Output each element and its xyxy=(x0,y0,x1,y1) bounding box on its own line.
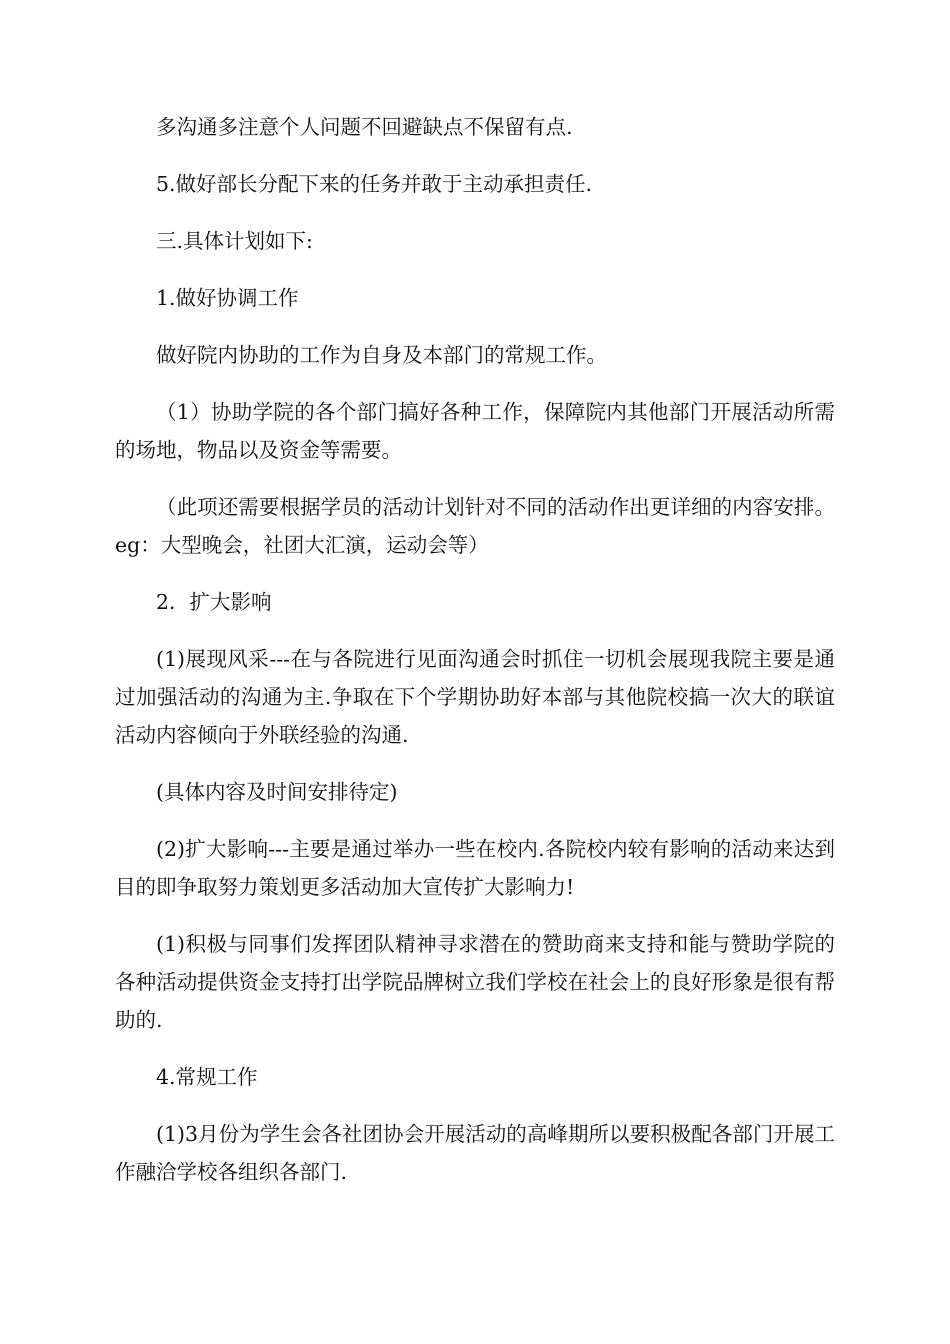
paragraph-14: (1)3月份为学生会各社团协会开展活动的高峰期所以要积极配各部门开展工作融洽学校各组织各部门. xyxy=(115,1122,835,1184)
paragraph-6: （1）协助学院的各个部门搞好各种工作，保障院内其他部门开展活动所需的场地，物品以及资金等需要。 xyxy=(115,400,835,462)
paragraph-7: （此项还需要根据学员的活动计划针对不同的活动作出更详细的内容安排。eg：大型晚会，社团大汇演，运动会等） xyxy=(115,495,835,557)
subheading-influence: 2．扩大影响 xyxy=(156,590,272,614)
document-body xyxy=(115,108,835,1210)
section-heading-plan: 三.具体计划如下: xyxy=(156,229,313,253)
subheading-routine: 4.常规工作 xyxy=(156,1065,258,1089)
paragraph-2: 5.做好部长分配下来的任务并敢于主动承担责任. xyxy=(156,172,593,196)
paragraph-9: (1)展现风采---在与各院进行见面沟通会时抓住一切机会展现我院主要是通过加强活动的沟通为主.争取在下个学期协助好本部与其他院校搞一次大的联谊活动内容倾向于外联经验的沟通. xyxy=(115,647,835,747)
paragraph-5: 做好院内协助的工作为自身及本部门的常规工作。 xyxy=(156,343,607,367)
paragraph-11: (2)扩大影响---主要是通过举办一些在校内.各院校内较有影响的活动来达到目的即争取努力策划更多活动加大宣传扩大影响力! xyxy=(115,837,835,899)
subheading-coordination: 1.做好协调工作 xyxy=(156,286,299,310)
paragraph-12: (1)积极与同事们发挥团队精神寻求潜在的赞助商来支持和能与赞助学院的各种活动提供资金支持打出学院品牌树立我们学校在社会上的良好形象是很有帮助的. xyxy=(115,932,835,1032)
paragraph-1: 多沟通多注意个人问题不回避缺点不保留有点. xyxy=(156,115,573,139)
paragraph-10: (具体内容及时间安排待定) xyxy=(156,780,398,804)
